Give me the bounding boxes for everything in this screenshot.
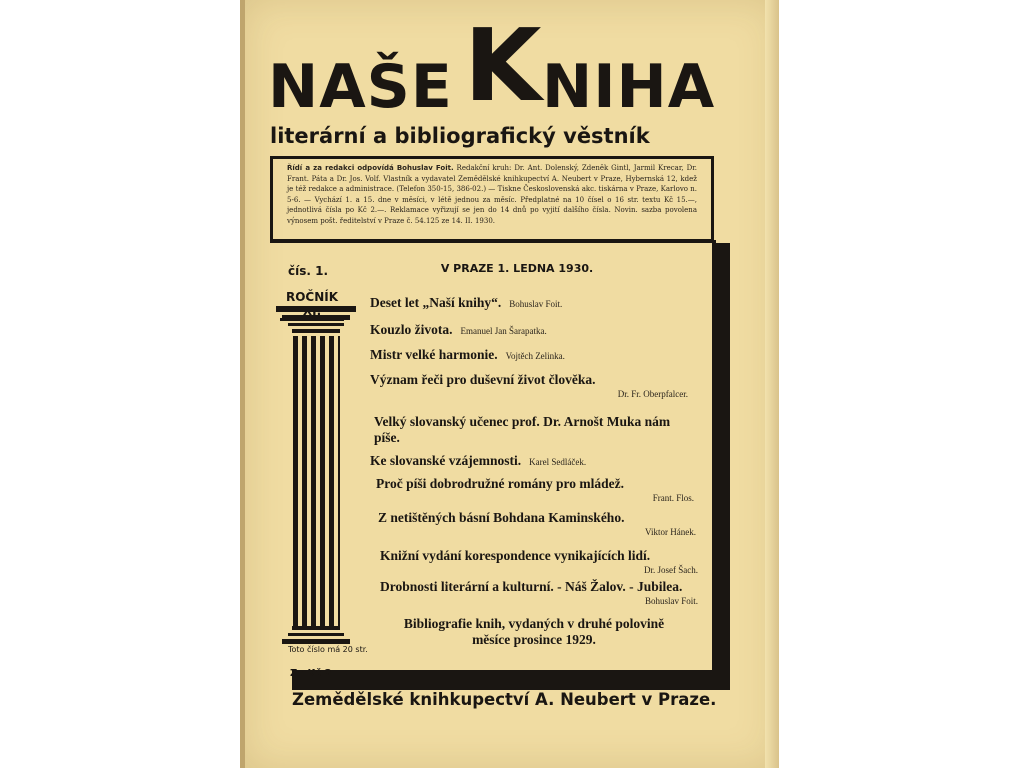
toc-author: Bohuslav Foit. [644,596,698,606]
toc-item [370,414,702,446]
toc-item [370,548,708,575]
frame-top-rule [270,240,716,243]
toc-title: Význam řeči pro duševní život člověka. [370,372,596,387]
toc-item [370,579,708,606]
column-icon [276,306,356,650]
page-count-note: Toto číslo má 20 str. [288,645,368,654]
toc-item [370,510,706,537]
toc-title: Bibliografie knih, vydaných v druhé polovině měsíce prosince 1929. [403,616,665,647]
toc-title: Proč píši dobrodružné romány pro mládež. [376,476,625,491]
toc-item [370,452,698,470]
frame-right-bar [712,243,730,673]
toc-author: Vojtěch Zelinka. [505,351,565,361]
toc-item [370,294,698,312]
toc-author: Dr. Josef Šach. [644,565,698,575]
toc-author: Dr. Fr. Oberpfalcer. [617,389,688,399]
toc-title: Z netištěných básní Bohdana Kaminského. [378,510,625,525]
issue-dateline: V PRAZE 1. LEDNA 1930. [440,262,594,275]
masthead-subtitle: literární a bibliografický věstník [270,124,650,148]
toc-title: Ke slovanské vzájemnosti. [370,453,522,468]
toc-item [370,321,698,339]
volume-number: ROČNÍK [280,290,344,321]
toc-item [370,372,698,399]
toc-item [384,616,684,648]
masthead-word-nase: NAŠE [268,52,453,122]
page-right-edge [765,0,779,768]
toc-title: Mistr velké harmonie. [370,347,498,362]
imprint-box [270,156,714,242]
frame-bottom-bar [292,670,730,690]
imprint-text [287,163,697,226]
publisher-line: Zemědělské knihkupectví A. Neubert v Praze. [292,690,717,710]
price-label: Za Kč 2·—. [290,668,350,679]
toc-author: Emanuel Jan Šarapatka. [460,326,547,336]
toc-item [370,346,698,364]
toc-author: Bohuslav Foit. [509,299,563,309]
issue-number: čís. 1. [288,264,329,278]
toc-title: Deset let „Naší knihy“. [370,295,502,310]
toc-title: Knižní vydání korespondence vynikajících lidí. [380,548,651,563]
imprint-body: Redakční kruh: Dr. Ant. Dolenský, Zdeněk Gintl, Jarmil Krecar, Dr. Frant. Páta a Dr. Jos. Volf. Vlastník a vydavatel Zemědělské knihkupectví A. Neubert v Praze, Hybernská 12, kdež je též redakce a administrace. (Telefon 350-15, 386-02.) — Tiskne Československá akc. tiskárna v Praze, Karlovo n. 5-6. — Vychází 1. a 15. dne v měsíci, v létě jednou za měsíc. Předplatné na 10 čísel o 16 str. textu Kč 15.—, jednotlivá čísla po Kč 2.—. Reklamace vyřizují se jen do 14 dnů po vyjití dalšího čísla. Novin. sazba povolena výnosem pošt. ředitelství v Praze č. 54.125 ze 14. II. 1930. [287,164,697,225]
toc-author: Viktor Hánek. [645,527,696,537]
toc-author: Frant. Flos. [652,493,694,503]
masthead-initial-k: K [464,7,542,124]
toc-title: Velký slovanský učenec prof. Dr. Arnošt Muka nám píše. [374,414,671,445]
toc-author: Karel Sedláček. [529,457,587,467]
imprint-lead: Řídí a za redakci odpovídá Bohuslav Foit. [287,164,454,172]
masthead-word-niha: NIHA [542,52,716,122]
toc-title: Drobnosti literární a kulturní. - Náš Žalov. - Jubilea. [380,579,683,594]
masthead [268,7,728,134]
toc-title: Kouzlo života. [370,322,453,337]
toc-item [370,476,704,503]
